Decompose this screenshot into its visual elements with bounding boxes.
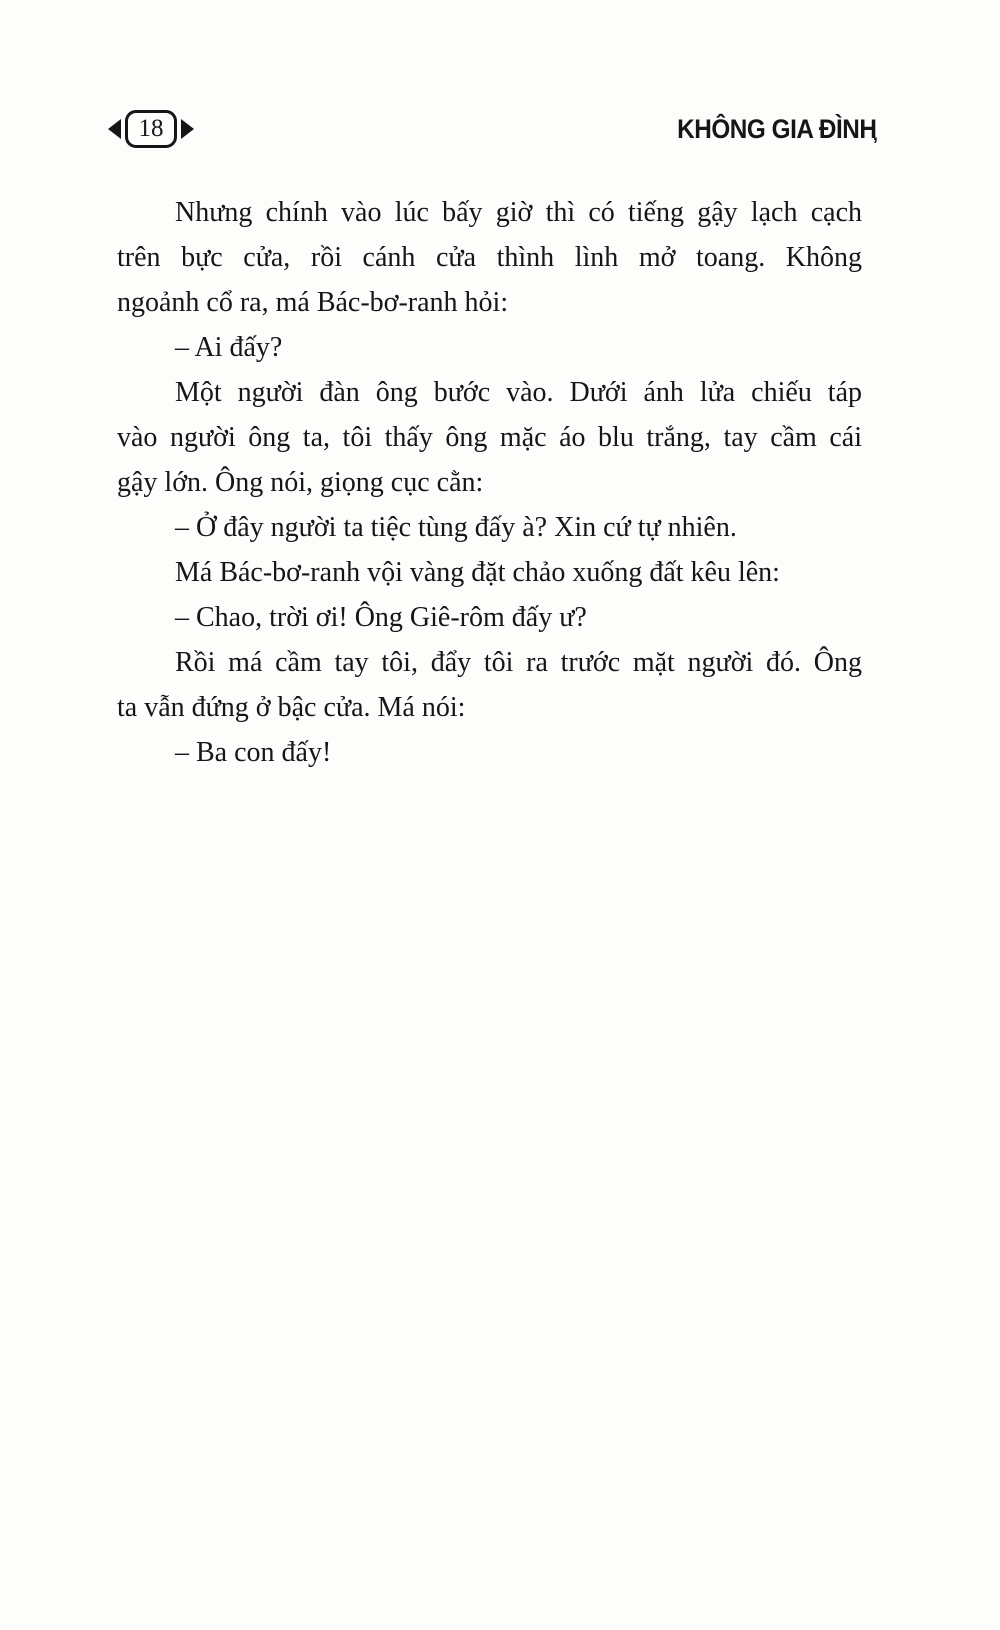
text-line: – Chao, trời ơi! Ông Giê-rôm đấy ư? — [175, 602, 587, 633]
right-arrow-icon — [181, 119, 194, 139]
text-line: – Ở đây người ta tiệc tùng đấy à? Xin cứ tự nhiên. — [175, 512, 737, 543]
text-line: Rồi má cầm tay tôi, đẩy tôi ra trước mặt người đó. Ông — [175, 647, 862, 678]
text-line: Má Bác-bơ-ranh vội vàng đặt chảo xuống đất kêu lên: — [175, 557, 780, 588]
page-body — [117, 190, 862, 775]
text-line: gậy lớn. Ông nói, giọng cục cằn: — [117, 467, 484, 498]
left-arrow-icon — [108, 119, 121, 139]
text-line: Một người đàn ông bước vào. Dưới ánh lửa chiếu táp — [175, 377, 862, 408]
text-line: ta vẫn đứng ở bậc cửa. Má nói: — [117, 692, 466, 723]
text-line: – Ai đấy? — [175, 332, 283, 363]
page-header — [108, 104, 876, 154]
text-line: trên bực cửa, rồi cánh cửa thình lình mở toang. Không — [117, 242, 862, 273]
page-number-marker — [108, 110, 194, 148]
text-line: Nhưng chính vào lúc bấy giờ thì có tiếng gậy lạch cạch — [175, 197, 862, 228]
text-line: ngoảnh cổ ra, má Bác-bơ-ranh hỏi: — [117, 287, 509, 318]
text-line: vào người ông ta, tôi thấy ông mặc áo blu trắng, tay cầm cái — [117, 422, 862, 453]
page-number: 18 — [138, 115, 164, 142]
page-number-box — [125, 110, 177, 148]
book-title: KHÔNG GIA ĐÌNH — [676, 113, 876, 144]
stray-mark: ’ — [872, 135, 878, 156]
text-line: – Ba con đấy! — [175, 737, 332, 768]
